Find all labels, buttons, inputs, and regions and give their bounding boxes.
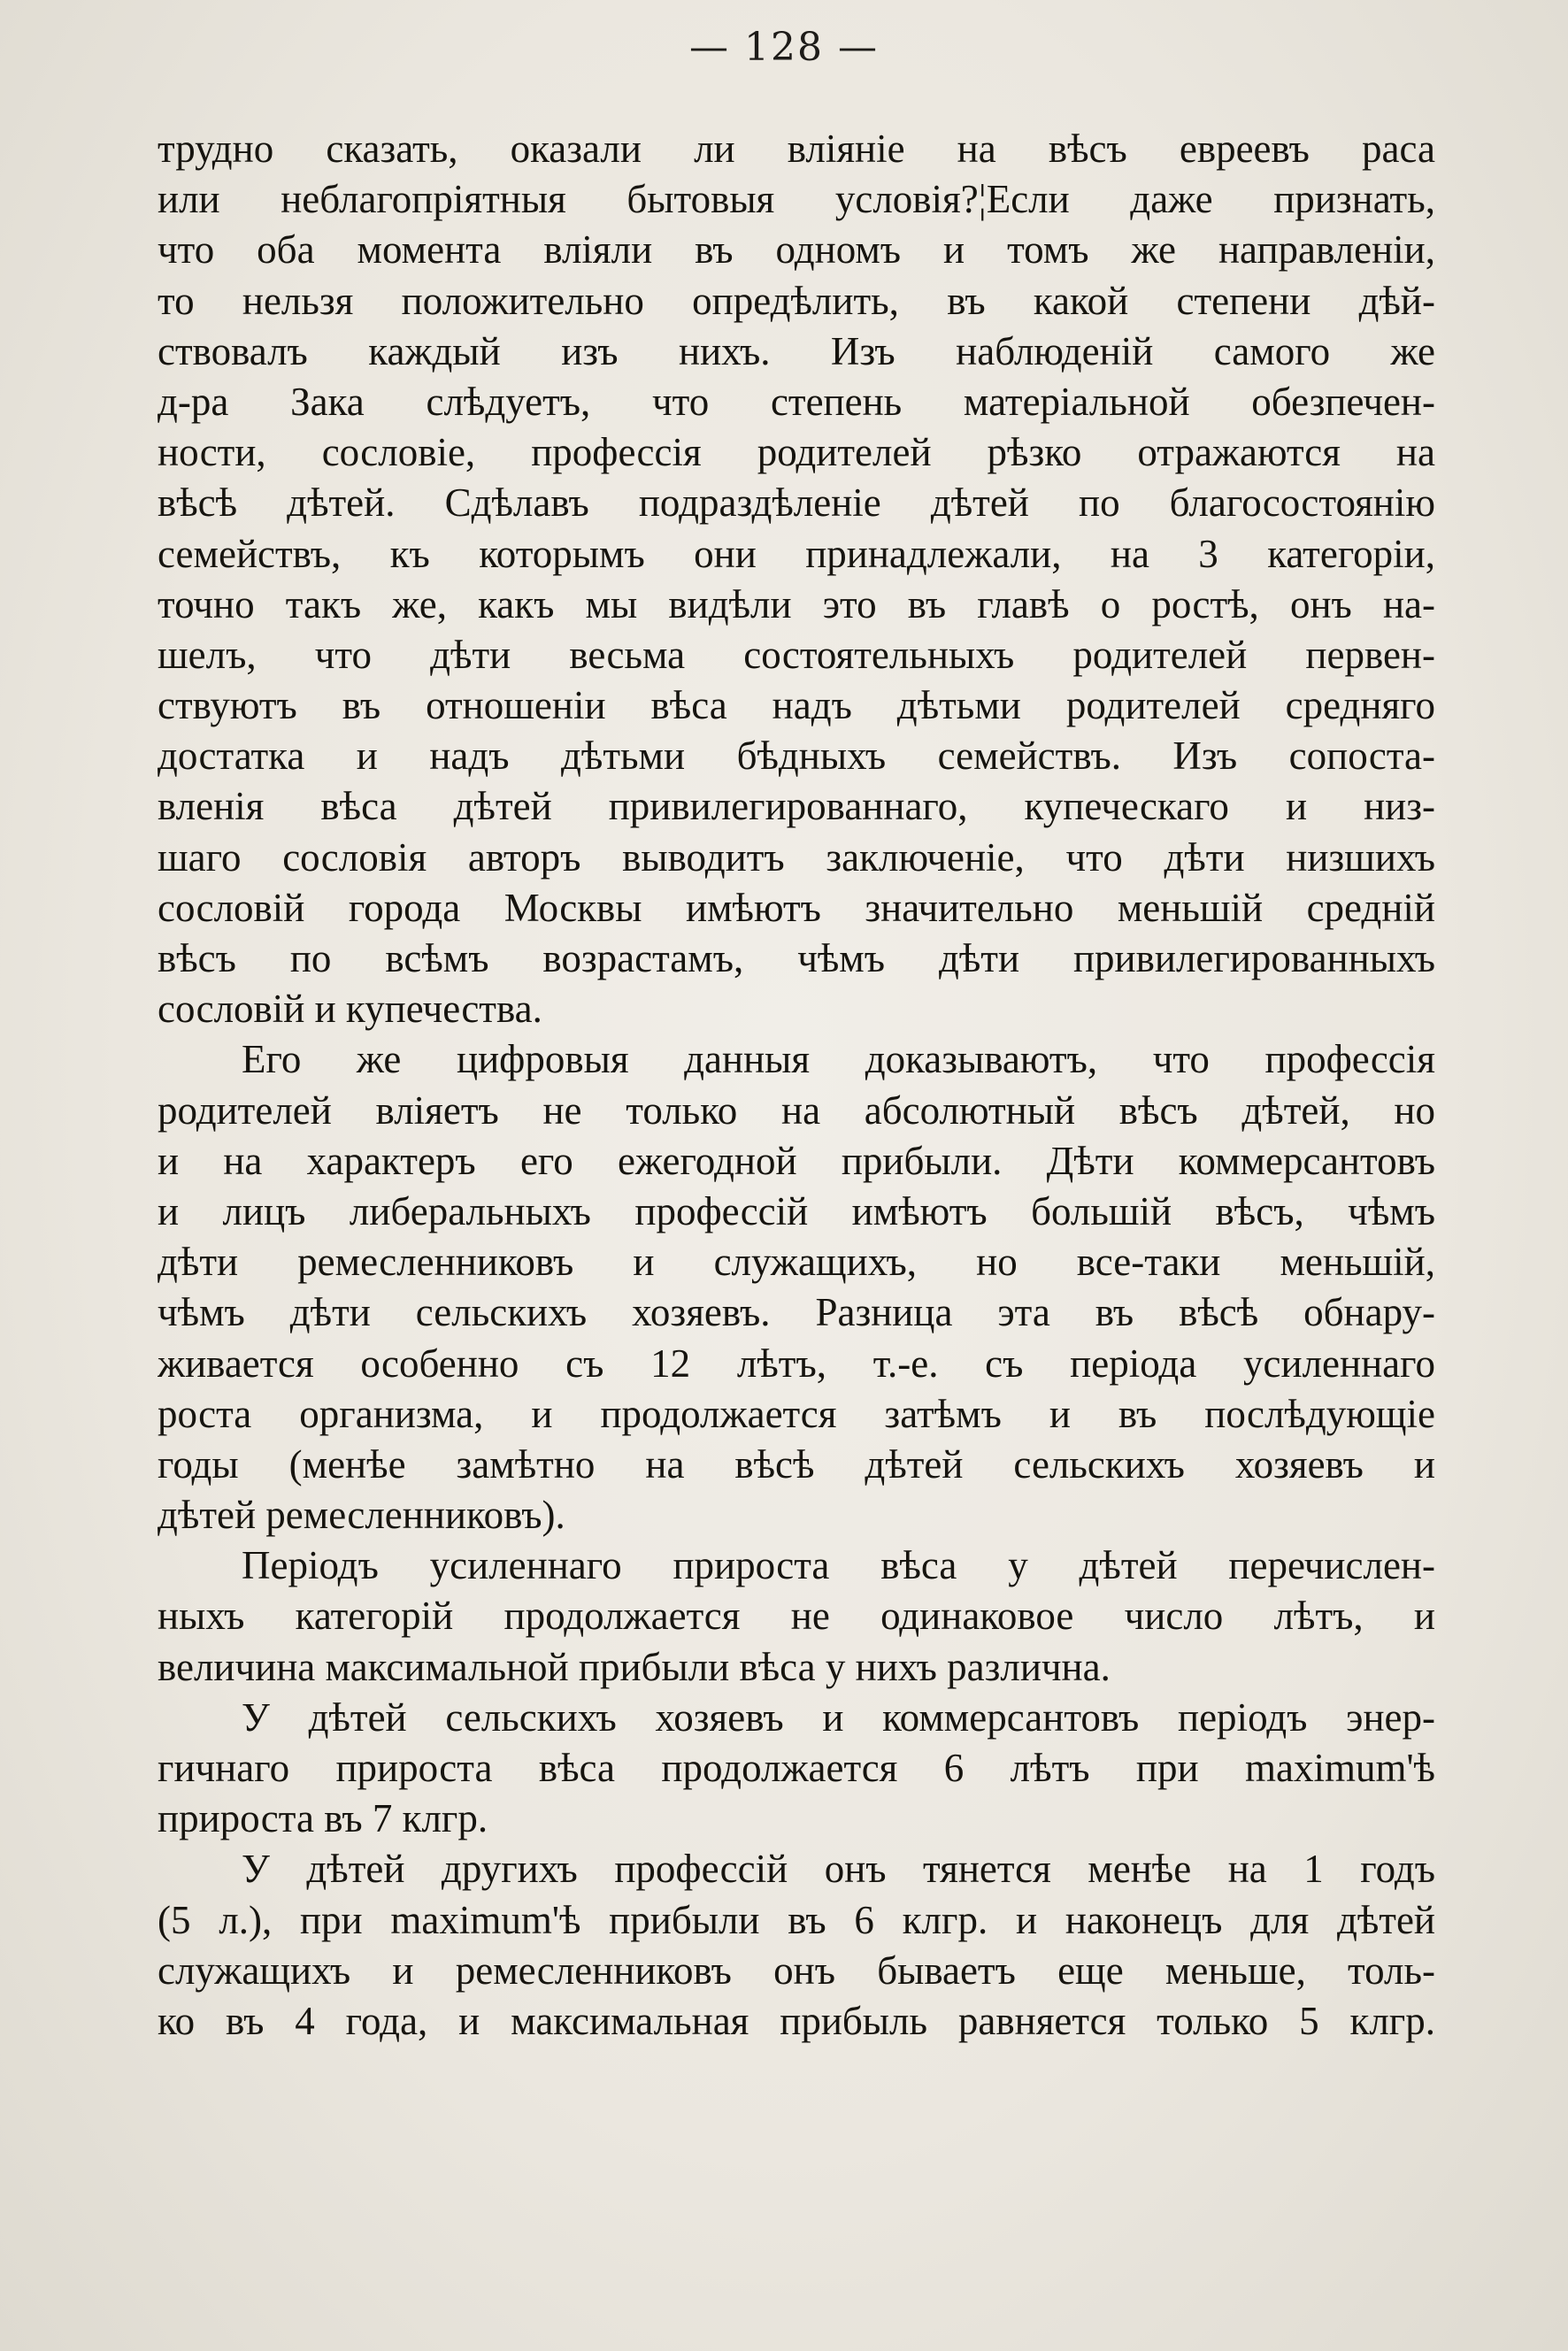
text-line: ности, сословіе, профессія родителей рѣзко отражаются на xyxy=(158,430,1435,475)
text-line: ствовалъ каждый изъ нихъ. Изъ наблюденій самого же xyxy=(158,328,1435,373)
text-line: что оба момента вліяли въ одномъ и томъ же направленіи, xyxy=(158,227,1435,273)
text-line: годы (менѣе замѣтно на вѣсѣ дѣтей сельскихъ хозяевъ и xyxy=(158,1441,1435,1487)
text-line: ствуютъ въ отношеніи вѣса надъ дѣтьми родителей средняго xyxy=(158,683,1435,728)
paragraph-3 xyxy=(158,1540,1435,1693)
text-line: вѣсѣ дѣтей. Сдѣлавъ подраздѣленіе дѣтей по благосостоянію xyxy=(158,480,1435,526)
text-line: ко въ 4 года, и максимальная прибыль равняется только 5 клгр. xyxy=(158,1998,1435,2043)
text-line: родителей вліяетъ не только на абсолютный вѣсъ дѣтей, но xyxy=(158,1087,1435,1133)
text-line: или неблагопріятныя бытовыя условія?¦Если даже признать, xyxy=(158,177,1435,222)
page-number: — 128 — xyxy=(689,25,879,70)
text-line: вленія вѣса дѣтей привилегированнаго, купеческаго и низ- xyxy=(158,784,1435,829)
paragraph-4 xyxy=(158,1693,1435,1845)
text-line: ныхъ категорій продолжается не одинаковое число лѣтъ, и xyxy=(158,1594,1435,1639)
text-line: дѣтей ремесленниковъ). xyxy=(158,1493,565,1538)
text-line: сословій и купечества. xyxy=(158,987,542,1032)
text-line: У дѣтей сельскихъ хозяевъ и коммерсантовъ періодъ энер- xyxy=(242,1694,1435,1740)
text-line: д-ра Зака слѣдуетъ, что степень матеріальной обезпечен- xyxy=(158,379,1435,424)
text-line: достатка и надъ дѣтьми бѣдныхъ семействъ. Изъ сопоста- xyxy=(158,734,1435,779)
text-line: трудно сказать, оказали ли вліяніе на вѣсъ евреевъ раса xyxy=(158,127,1435,171)
paragraph-1 xyxy=(158,124,1435,1034)
text-line: гичнаго прироста вѣса продолжается 6 лѣтъ при maximum'ѣ xyxy=(158,1746,1435,1790)
text-line: живается особенно съ 12 лѣтъ, т.-е. съ періода усиленнаго xyxy=(158,1341,1435,1386)
text-line: шаго сословія авторъ выводитъ заключеніе, что дѣти низшихъ xyxy=(158,834,1435,880)
text-line: величина максимальной прибыли вѣса у нихъ различна. xyxy=(158,1644,1111,1689)
page-body-text xyxy=(158,124,1435,2047)
text-line: (5 л.), при maximum'ѣ прибыли въ 6 клгр. и наконецъ для дѣтей xyxy=(158,1897,1435,1942)
text-line: дѣти ремесленниковъ и служащихъ, но все-таки меньшій, xyxy=(158,1240,1435,1285)
paragraph-2 xyxy=(158,1034,1435,1540)
text-line: и на характеръ его ежегодной прибыли. Дѣти коммерсантовъ xyxy=(158,1138,1435,1183)
text-line: шелъ, что дѣти весьма состоятельныхъ родителей первен- xyxy=(158,632,1435,677)
text-line: чѣмъ дѣти сельскихъ хозяевъ. Разница эта въ вѣсѣ обнару- xyxy=(158,1290,1435,1335)
paragraph-5 xyxy=(158,1844,1435,2047)
text-line: служащихъ и ремесленниковъ онъ бываетъ еще меньше, толь- xyxy=(158,1948,1435,1993)
text-line: прироста въ 7 клгр. xyxy=(158,1796,488,1841)
text-line: Періодъ усиленнаго прироста вѣса у дѣтей перечислен- xyxy=(242,1543,1435,1588)
text-line: У дѣтей другихъ профессій онъ тянется менѣе на 1 годъ xyxy=(242,1847,1435,1892)
text-line: роста организма, и продолжается затѣмъ и въ послѣдующіе xyxy=(158,1391,1435,1436)
text-line: сословій города Москвы имѣютъ значительно меньшій средній xyxy=(158,885,1435,930)
text-line: Его же цифровыя данныя доказываютъ, что профессія xyxy=(242,1037,1435,1082)
text-line: то нельзя положительно опредѣлить, въ какой степени дѣй- xyxy=(158,278,1435,323)
text-line: и лицъ либеральныхъ профессій имѣютъ большій вѣсъ, чѣмъ xyxy=(158,1188,1435,1233)
text-line: вѣсъ по всѣмъ возрастамъ, чѣмъ дѣти привилегированныхъ xyxy=(158,936,1435,980)
text-line: точно такъ же, какъ мы видѣли это въ главѣ о ростѣ, онъ на- xyxy=(158,581,1435,626)
text-line: семействъ, къ которымъ они принадлежали, на 3 категоріи, xyxy=(158,531,1435,576)
